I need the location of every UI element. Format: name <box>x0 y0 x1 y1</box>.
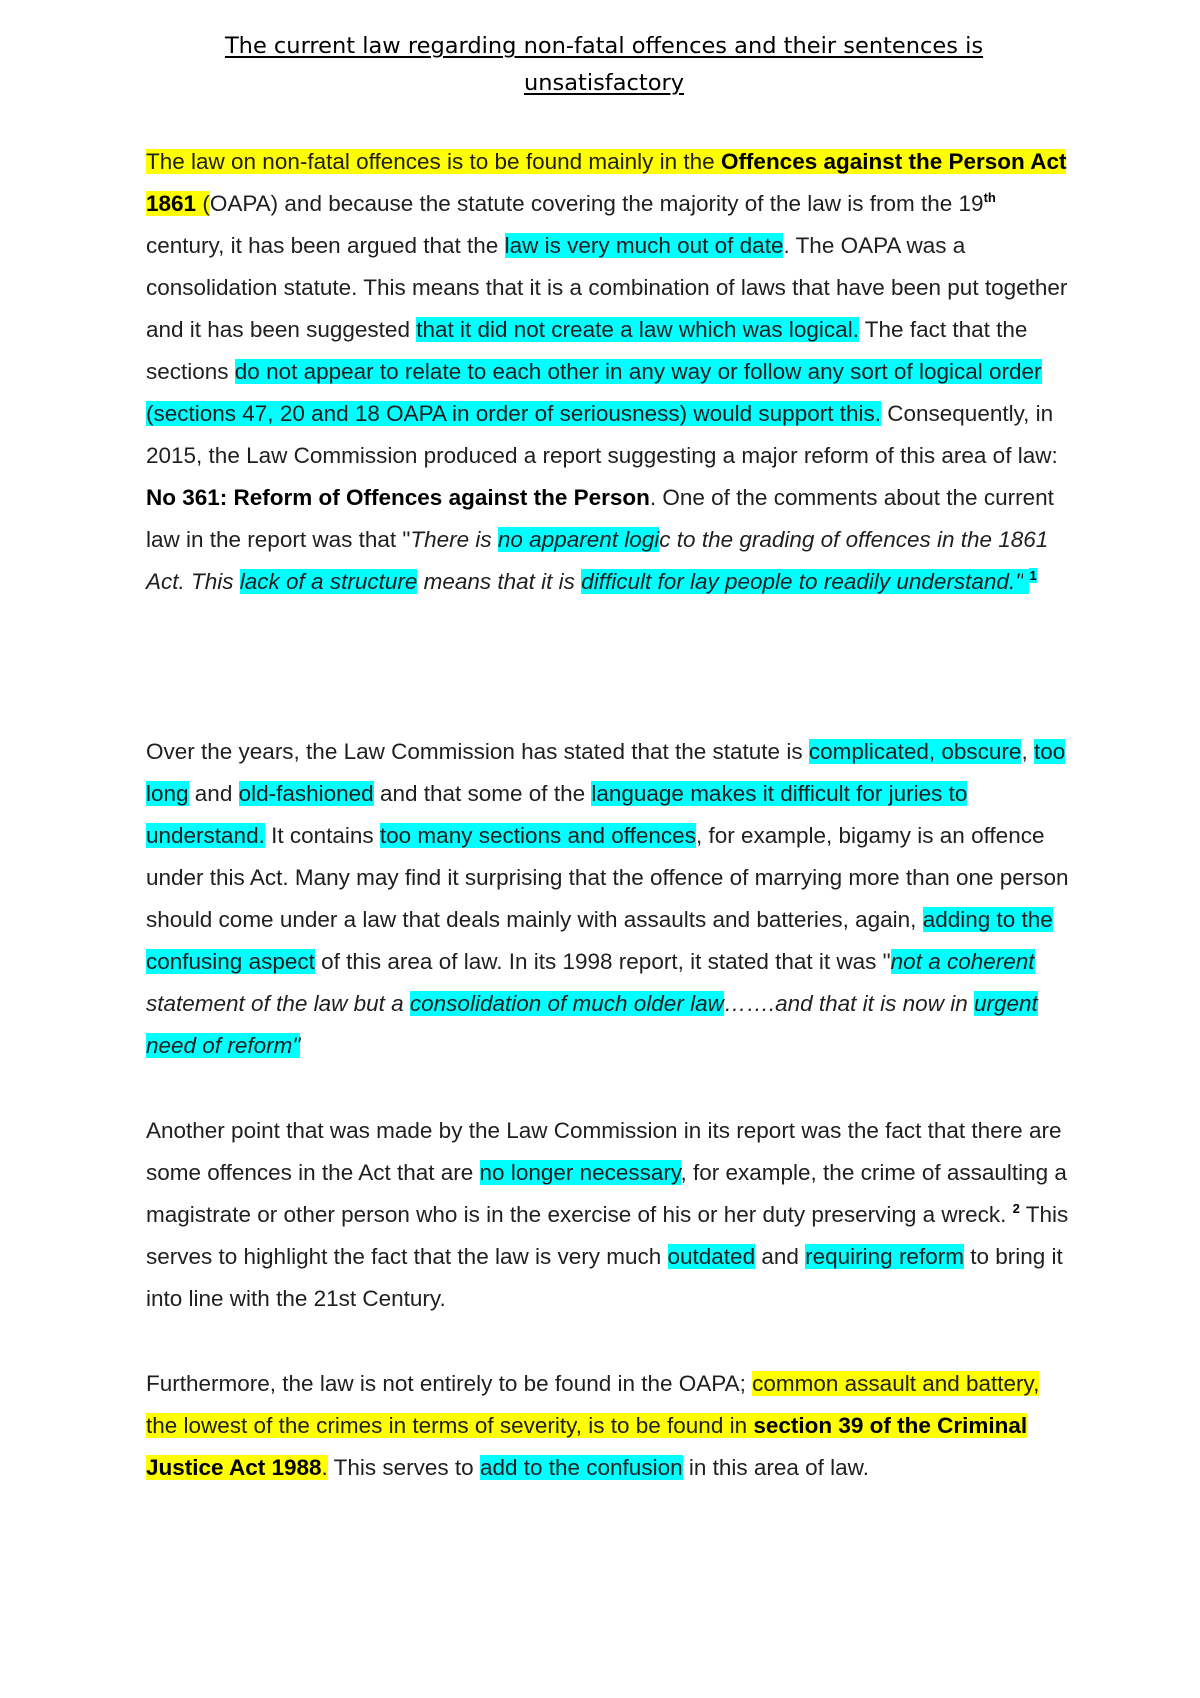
text-run: OAPA) <box>209 191 279 216</box>
text-run: Another point that was made by the Law Commission in its report was the fact that there are some offences in the Act that are <box>146 1118 1062 1185</box>
highlighted-text: The law on non-fatal offences is to be found mainly in the <box>146 149 721 174</box>
text-run: The fact that the sections <box>146 317 1028 384</box>
text-run: It contains <box>264 823 380 848</box>
highlighted-text: no apparent logi <box>497 527 660 552</box>
text-run: in this area of law. <box>682 1455 869 1480</box>
paragraph-criminal-justice-act <box>146 1363 1076 1489</box>
text-run: of this area of law. In its 1998 report, it stated that it was " <box>314 949 891 974</box>
highlighted-text: no longer necessary <box>479 1160 681 1185</box>
text-run: , <box>1021 739 1034 764</box>
highlighted-text: . <box>321 1455 328 1480</box>
highlighted-text: too long <box>146 739 1066 806</box>
text-run: and <box>188 781 239 806</box>
paragraph-oapa-introduction <box>146 141 1076 603</box>
text-run: and because the statute covering the majority of the law is from the 19 <box>278 191 984 216</box>
paragraph-unnecessary-offences <box>146 1110 1076 1320</box>
highlighted-text: consolidation of much older law <box>409 991 724 1016</box>
highlighted-text: common assault and battery, the lowest of the crimes in terms of severity, is to be found in <box>146 1371 1040 1438</box>
highlighted-text: outdated <box>667 1244 756 1269</box>
highlighted-text: complicated, obscure <box>808 739 1022 764</box>
highlighted-text: Offences against the Person Act 1861 <box>146 149 1067 216</box>
text-run: . One of the comments about the current law in the report was that " <box>146 485 1054 552</box>
text-run: means that it is <box>417 569 582 594</box>
text-run: This serves to highlight the fact that the law is very much <box>146 1202 1069 1269</box>
highlighted-text: adding to the confusing aspect <box>146 907 1053 974</box>
text-run: c to the grading of offences in the 1861 Act. This <box>146 527 1049 594</box>
highlighted-text: that it did not create a law which was logical. <box>416 317 859 342</box>
footnote-marker: th <box>983 190 996 205</box>
text-run: Furthermore, the law is not entirely to be found in the OAPA; <box>146 1371 753 1396</box>
text-run: . The OAPA was a consolidation statute. This means that it is a combination of laws that have been put together and it has been suggested <box>146 233 1068 342</box>
highlighted-text: law is very much out of date <box>504 233 784 258</box>
paragraph-law-commission-criticism <box>146 731 1076 1067</box>
text-run: Consequently, in 2015, the Law Commission produced a report suggesting a major reform of this area of law: <box>146 401 1058 468</box>
highlighted-text: section 39 of the Criminal Justice Act 1988 <box>146 1413 1028 1480</box>
text-run: There is <box>410 527 498 552</box>
text-run: and that some of the <box>373 781 592 806</box>
footnote-marker: 1 <box>1029 568 1037 583</box>
text-run: Over the years, the Law Commission has stated that the statute is <box>146 739 809 764</box>
text-run: century, it has been argued that the <box>146 233 505 258</box>
text-run: This serves to <box>327 1455 480 1480</box>
highlighted-text: add to the confusion <box>479 1455 683 1480</box>
text-run: and <box>755 1244 806 1269</box>
text-run: statement of the law but a <box>146 991 410 1016</box>
highlighted-text: not a coherent <box>890 949 1035 974</box>
text-run: , for example, bigamy is an offence under this Act. Many may find it surprising that the offence of marrying more than one person should come under a law that deals mainly with assaults and batteries, again, <box>146 823 1069 932</box>
text-run: to bring it into line with the 21st Century. <box>146 1244 1063 1311</box>
highlighted-text: ( <box>196 191 210 216</box>
highlighted-text: lack of a structure <box>239 569 418 594</box>
footnote-marker: 2 <box>1012 1201 1020 1216</box>
highlighted-text: urgent need of reform" <box>146 991 1038 1058</box>
highlighted-text: too many sections and offences <box>379 823 696 848</box>
highlighted-text: requiring reform <box>805 1244 964 1269</box>
highlighted-text: old-fashioned <box>238 781 374 806</box>
highlighted-text: difficult for lay people to readily understand." <box>581 569 1024 594</box>
text-run: , for example, the crime of assaulting a magistrate or other person who is in the exercise of his or her duty preserving a wreck. <box>146 1160 1067 1227</box>
document-title: The current law regarding non-fatal offences and their sentences is unsatisfactory <box>224 33 984 96</box>
highlighted-text: language makes it difficult for juries to understand. <box>146 781 968 848</box>
text-run: …….and that it is now in <box>723 991 974 1016</box>
highlighted-text: do not appear to relate to each other in any way or follow any sort of logical order (sections 47, 20 and 18 OAPA in order of seriousness) would support this. <box>146 359 1042 426</box>
text-run: No 361: Reform of Offences against the Person <box>146 485 650 510</box>
